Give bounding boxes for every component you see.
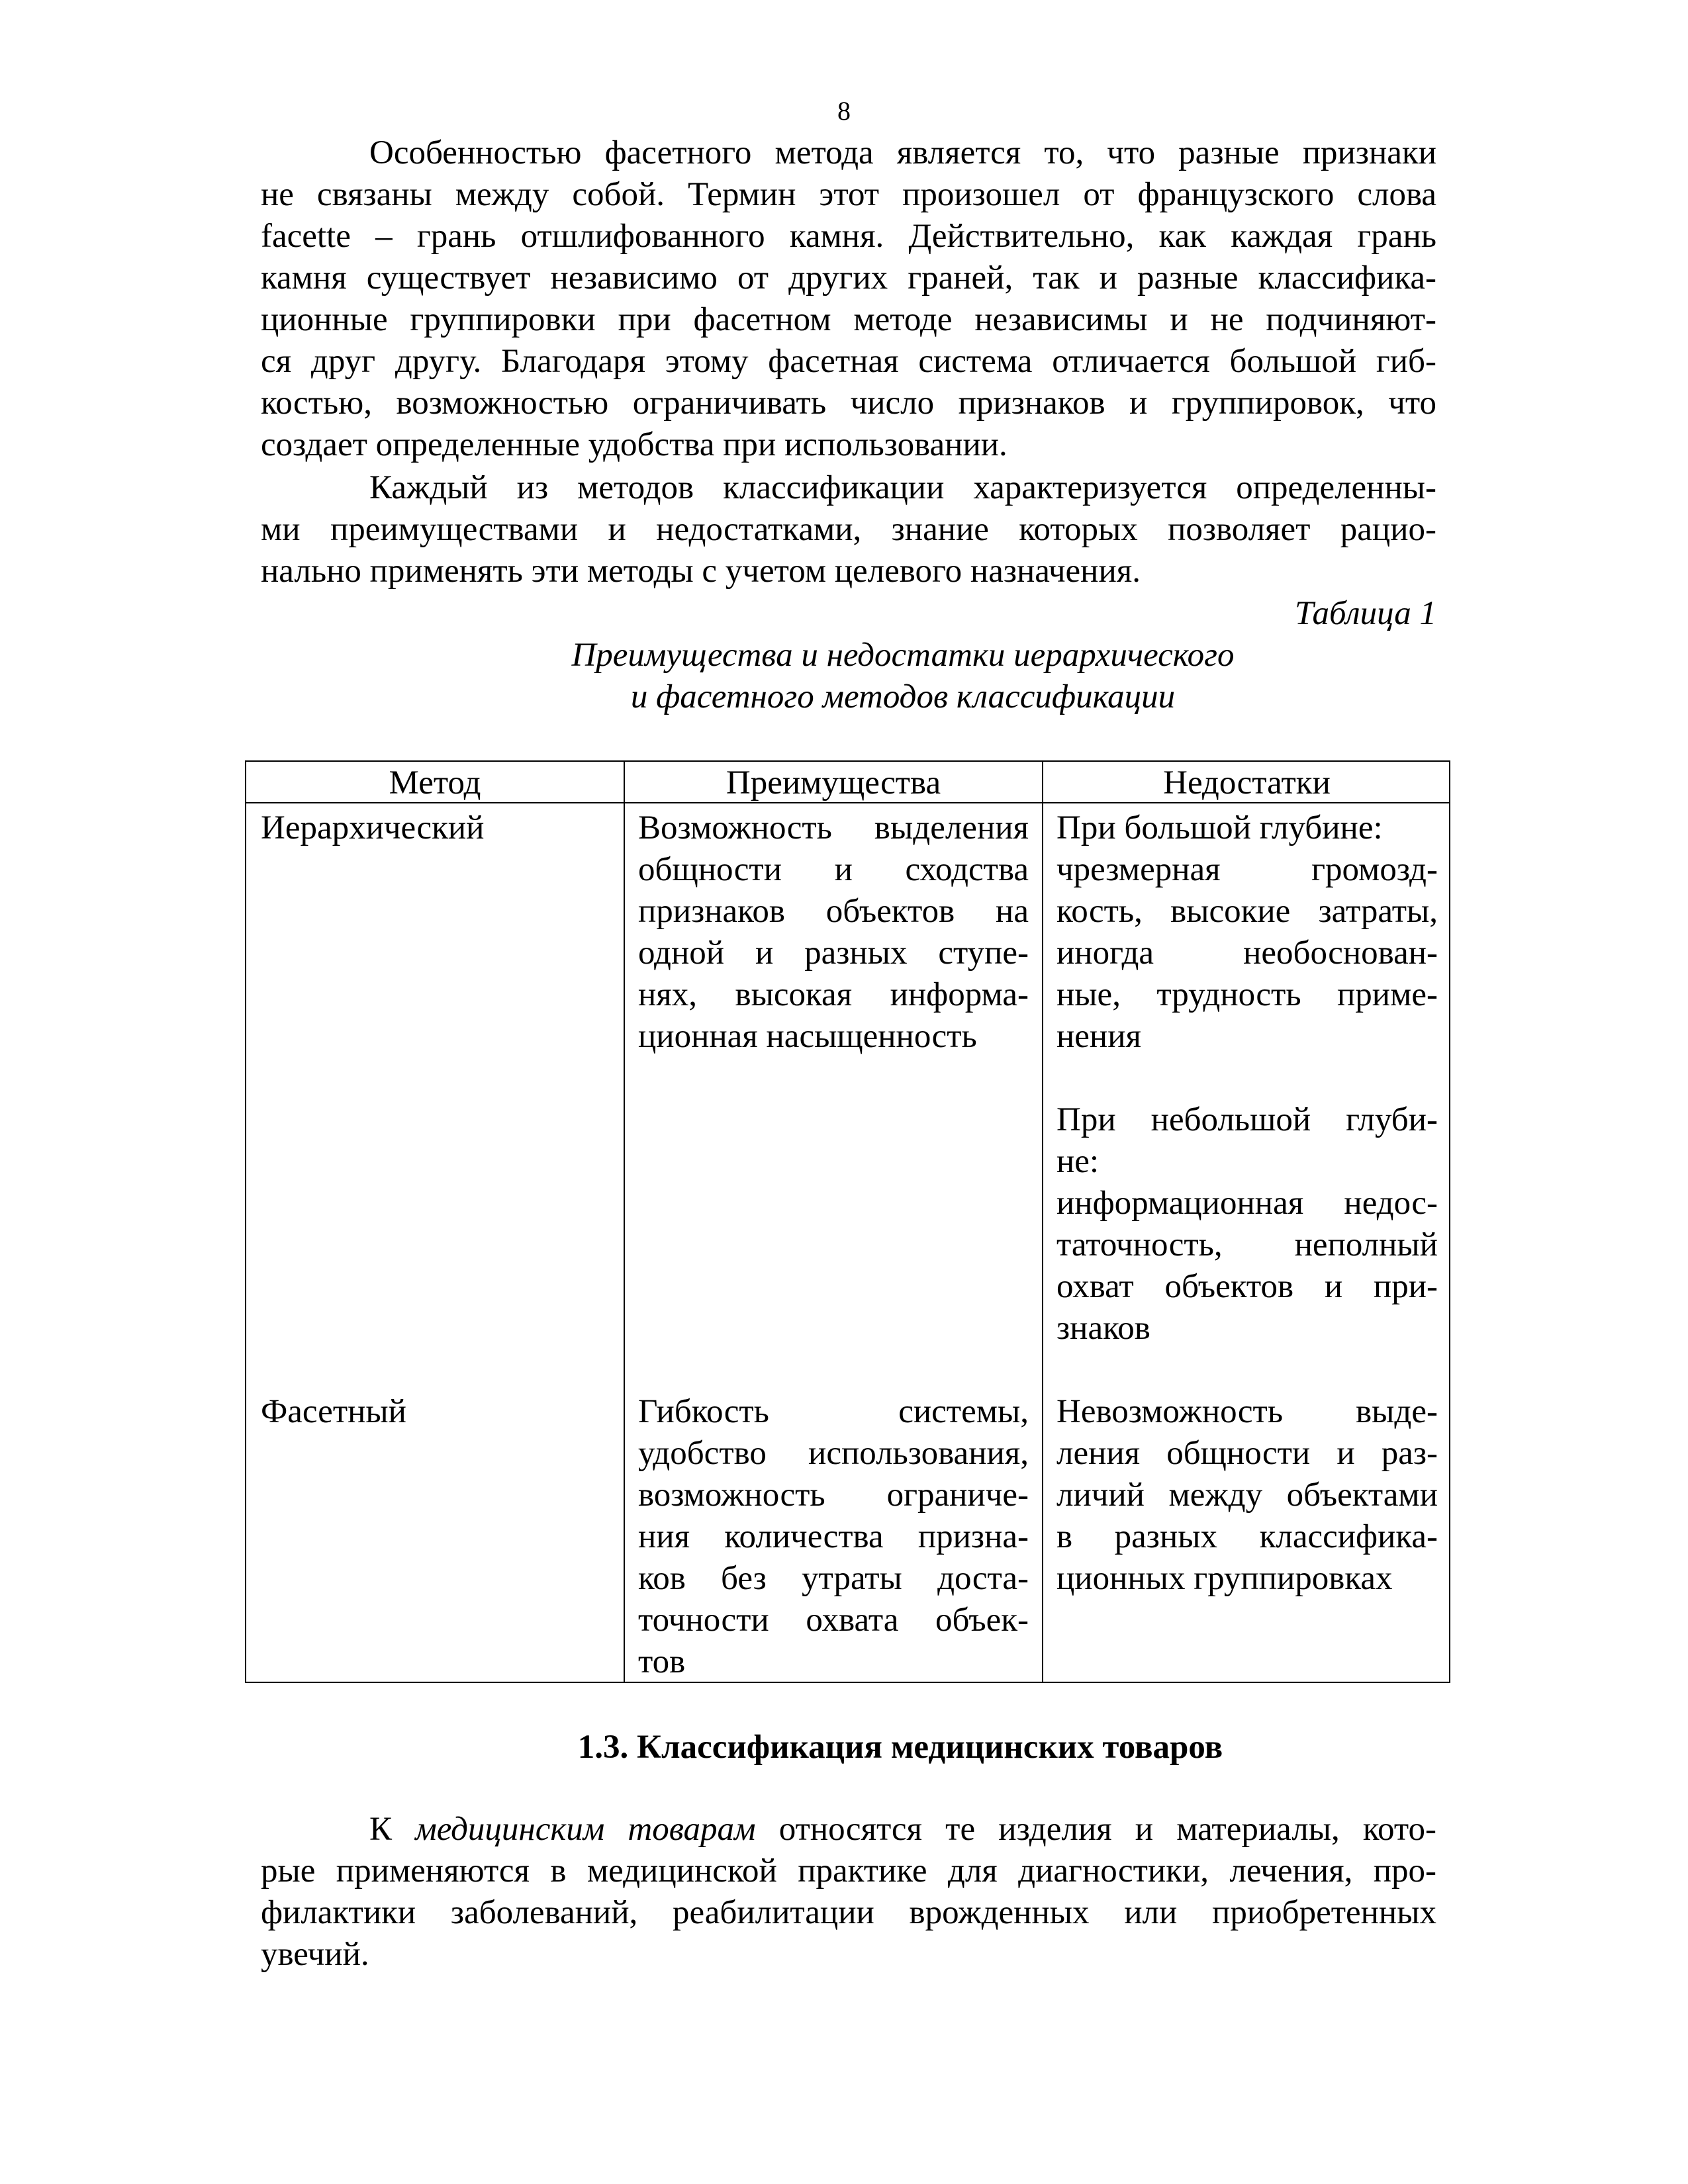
table-number: Таблица 1: [1294, 595, 1436, 632]
cell-text-line: удобство использования,: [638, 1435, 1029, 1472]
cell-text-line: Возможность выделения: [638, 809, 1029, 846]
cell-text-line: чрезмерная громозд-: [1056, 851, 1438, 888]
cell-text-line: При небольшой глуби-: [1056, 1101, 1438, 1138]
cell-text-line: нения: [1056, 1018, 1141, 1055]
cell-text-line: таточность, неполный: [1056, 1226, 1438, 1263]
section-heading: 1.3. Классификация медицинских товаров: [577, 1729, 1223, 1766]
cell-disadvantages: [1056, 807, 1438, 1349]
cell-text-line: При большой глубине:: [1056, 809, 1383, 846]
cell-text-line: информационная недос-: [1056, 1185, 1438, 1222]
header-advantages: Преимущества: [726, 764, 941, 801]
text-line: филактики заболеваний, реабилитации врожденных или приобретенных: [261, 1894, 1436, 1931]
cell-text-line: охват объектов и при-: [1056, 1268, 1438, 1305]
text-line: Особенностью фасетного метода является то, что разные признаки: [369, 134, 1436, 171]
header-method: Метод: [389, 764, 481, 801]
cell-text-line: тов: [638, 1643, 686, 1680]
text-line: facette – грань отшлифованного камня. Действительно, как каждая грань: [261, 218, 1436, 255]
cell-text-line: ные, трудность приме-: [1056, 976, 1438, 1013]
cell-text-line: возможность ограниче-: [638, 1477, 1029, 1514]
text-line: Каждый из методов классификации характеризуется определенны-: [369, 469, 1436, 506]
table-title-line: Преимущества и недостатки иерархического: [571, 637, 1235, 674]
paragraph-facet-method: [261, 132, 1436, 466]
text-line: создает определенные удобства при использовании.: [261, 426, 1008, 463]
header-disadvantages: Недостатки: [1163, 764, 1331, 801]
cell-method: [261, 1391, 605, 1433]
text-span: относятся те изделия и материалы, кото-: [755, 1811, 1436, 1848]
cell-text-line: личий между объектами: [1056, 1477, 1438, 1514]
cell-text-line: иногда необоснован-: [1056, 934, 1438, 972]
cell-disadvantages: [1056, 1391, 1438, 1600]
cell-text-line: точности охвата объек-: [638, 1602, 1029, 1639]
page-number: 8: [837, 96, 851, 126]
cell-text-line: кость, высокие затраты,: [1056, 893, 1438, 930]
text-line: рые применяются в медицинской практике для диагностики, лечения, про-: [261, 1852, 1436, 1889]
cell-advantages: [638, 1391, 1029, 1683]
cell-text-line: одной и разных ступе-: [638, 934, 1029, 972]
cell-text-line: не:: [1056, 1143, 1100, 1180]
cell-text-line: [1056, 1058, 1438, 1099]
italic-term: медицинским товарам: [415, 1811, 756, 1848]
cell-text-line: ния количества призна-: [638, 1518, 1029, 1555]
cell-text-line: ков без утраты доста-: [638, 1560, 1029, 1597]
text-span: К: [369, 1811, 416, 1848]
paragraph-medical-goods: [261, 1809, 1436, 1976]
cell-text-line: знаков: [1056, 1310, 1150, 1347]
column-divider: [1042, 762, 1043, 1682]
cell-text-line: Гибкость системы,: [638, 1393, 1029, 1430]
text-line: камня существует независимо от других граней, так и разные классифика-: [261, 259, 1436, 296]
comparison-table: [245, 760, 1450, 1683]
cell-text-line: нях, высокая информа-: [638, 976, 1029, 1013]
cell-text-line: Иерархический: [261, 809, 485, 846]
cell-text-line: общности и сходства: [638, 851, 1029, 888]
table-title-line: и фасетного методов классификации: [630, 678, 1176, 715]
paragraph-methods-advantages: [261, 467, 1436, 592]
text-line: ми преимуществами и недостатками, знание которых позволяет рацио-: [261, 511, 1436, 548]
text-line: костью, возможностью ограничивать число признаков и группировок, что: [261, 385, 1436, 422]
table-title: [440, 635, 1366, 718]
cell-advantages: [638, 807, 1029, 1058]
cell-method: [261, 807, 605, 849]
cell-text-line: в разных классифика-: [1056, 1518, 1438, 1555]
cell-text-line: Фасетный: [261, 1393, 406, 1430]
text-line: нально применять эти методы с учетом целевого назначения.: [261, 553, 1141, 590]
cell-text-line: ления общности и раз-: [1056, 1435, 1438, 1472]
text-line: [261, 1809, 1436, 1850]
cell-text-line: ционных группировках: [1056, 1560, 1393, 1597]
cell-text-line: ционная насыщенность: [638, 1018, 977, 1055]
cell-text-line: Невозможность выде-: [1056, 1393, 1438, 1430]
text-line: ся друг другу. Благодаря этому фасетная система отличается большой гиб-: [261, 343, 1436, 380]
text-line: не связаны между собой. Термин этот произошел от французского слова: [261, 176, 1436, 213]
cell-text-line: признаков объектов на: [638, 893, 1029, 930]
text-line: увечий.: [261, 1936, 369, 1973]
text-line: ционные группировки при фасетном методе независимы и не подчиняют-: [261, 301, 1436, 338]
column-divider: [624, 762, 625, 1682]
